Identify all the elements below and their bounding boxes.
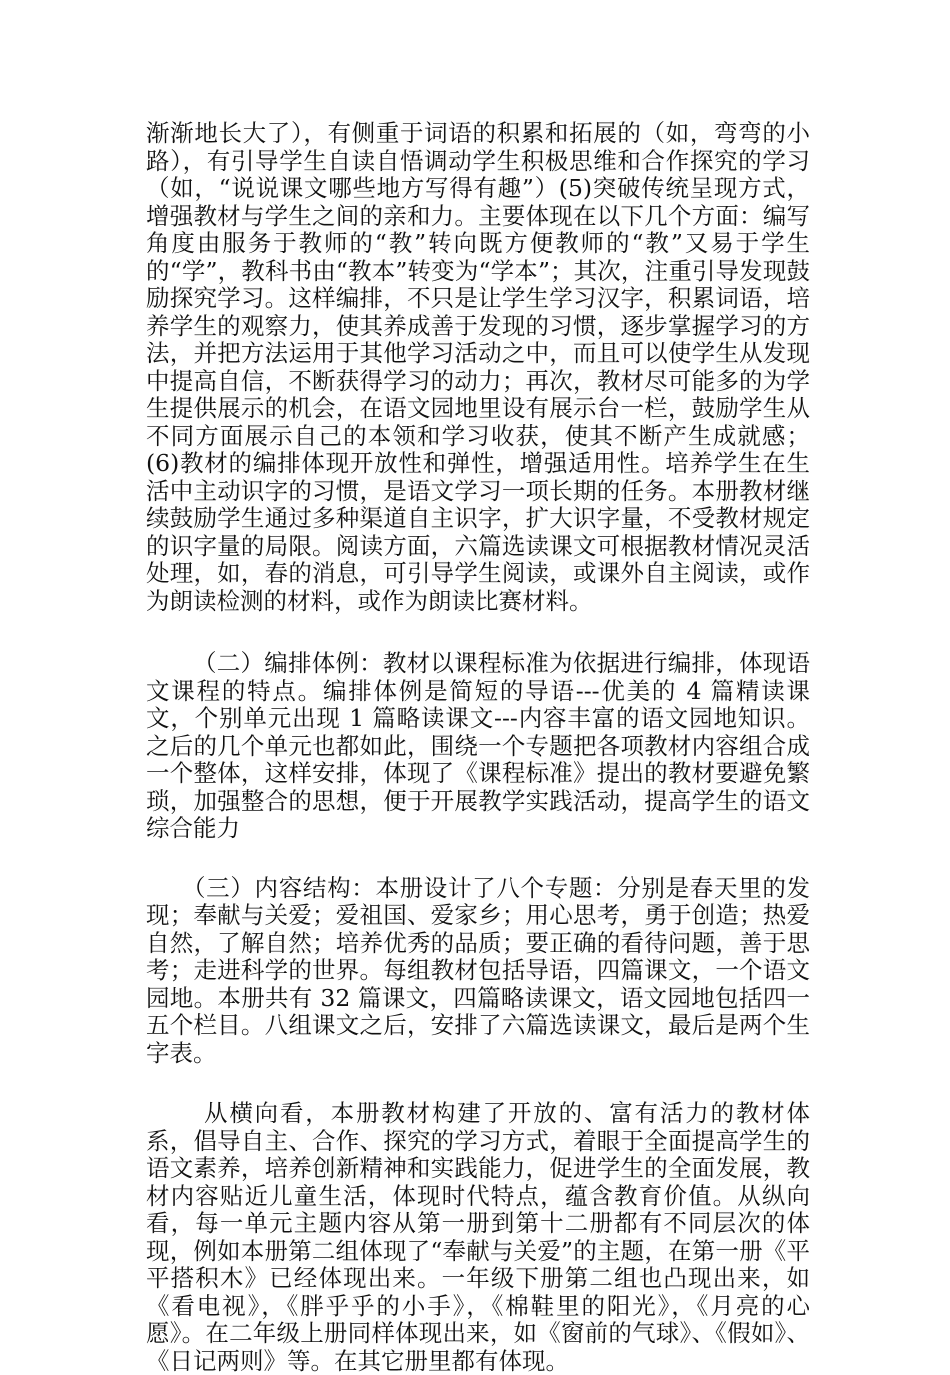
paragraph-content-structure: （三）内容结构：本册设计了八个专题：分别是春天里的发现；奉献与关爱；爱祖国、爱家乡；用心思考，勇于创造；热爱自然，了解自然；培养优秀的品质；要正确的看待问题，善于思考；走进科学的世界。每组教材包括导语，四篇课文，一个语文园地。本册共有 32 篇课文，四篇略读课文，语文园地包括四一五个栏目。八组课文之后，安排了六篇选读课文，最后是两个生字表。	[146, 873, 810, 1067]
document-page	[146, 120, 810, 1375]
paragraph-overview: 从横向看，本册教材构建了开放的、富有活力的教材体系，倡导自主、合作、探究的学习方式，着眼于全面提高学生的语文素养，培养创新精神和实践能力，促进学生的全面发展，教材内容贴近儿童生活，体现时代特点，蕴含教育价值。从纵向看，每一单元主题内容从第一册到第十二册都有不同层次的体现，例如本册第二组体现了“奉献与关爱”的主题，在第一册《平平搭积木》已经体现出来。一年级下册第二组也凸现出来，如《看电视》，《胖乎乎的小手》，《棉鞋里的阳光》，《月亮的心愿》。在二年级上册同样体现出来，如《窗前的气球》、《假如》、《日记两则》等。在其它册里都有体现。	[146, 1099, 810, 1375]
paragraph-layout-style: （二）编排体例：教材以课程标准为依据进行编排，体现语文课程的特点。编排体例是简短的导语---优美的 4 篇精读课文，个别单元出现 1 篇略读课文---内容丰富的语文园地知识。之后的几个单元也都如此，围绕一个专题把各项教材内容组合成一个整体，这样安排，体现了《课程标准》提出的教材要避免繁琐，加强整合的思想，便于开展教学实践活动，提高学生的语文综合能力	[146, 649, 810, 842]
paragraph-continuation: 渐渐地长大了），有侧重于词语的积累和拓展的（如，弯弯的小路），有引导学生自读自悟调动学生积极思维和合作探究的学习（如，“说说课文哪些地方写得有趣”）(5)突破传统呈现方式，增强教材与学生之间的亲和力。主要体现在以下几个方面：编写角度由服务于教师的“教”转向既方便教师的“教”又易于学生的“学”，教科书由“教本”转变为“学本”；其次，注重引导发现鼓励探究学习。这样编排，不只是让学生学习汉字，积累词语，培养学生的观察力，使其养成善于发现的习惯，逐步掌握学习的方法，并把方法运用于其他学习活动之中，而且可以使学生从发现中提高自信，不断获得学习的动力；再次，教材尽可能多的为学生提供展示的机会，在语文园地里设有展示台一栏，鼓励学生从不同方面展示自己的本领和学习收获，使其不断产生成就感；(6)教材的编排体现开放性和弹性，增强适用性。培养学生在生活中主动识字的习惯，是语文学习一项长期的任务。本册教材继续鼓励学生通过多种渠道自主识字，扩大识字量，不受教材规定的识字量的局限。阅读方面，六篇选读课文可根据教材情况灵活处理，如，春的消息，可引导学生阅读，或课外自主阅读，或作为朗读检测的材料，或作为朗读比赛材料。	[146, 119, 810, 615]
